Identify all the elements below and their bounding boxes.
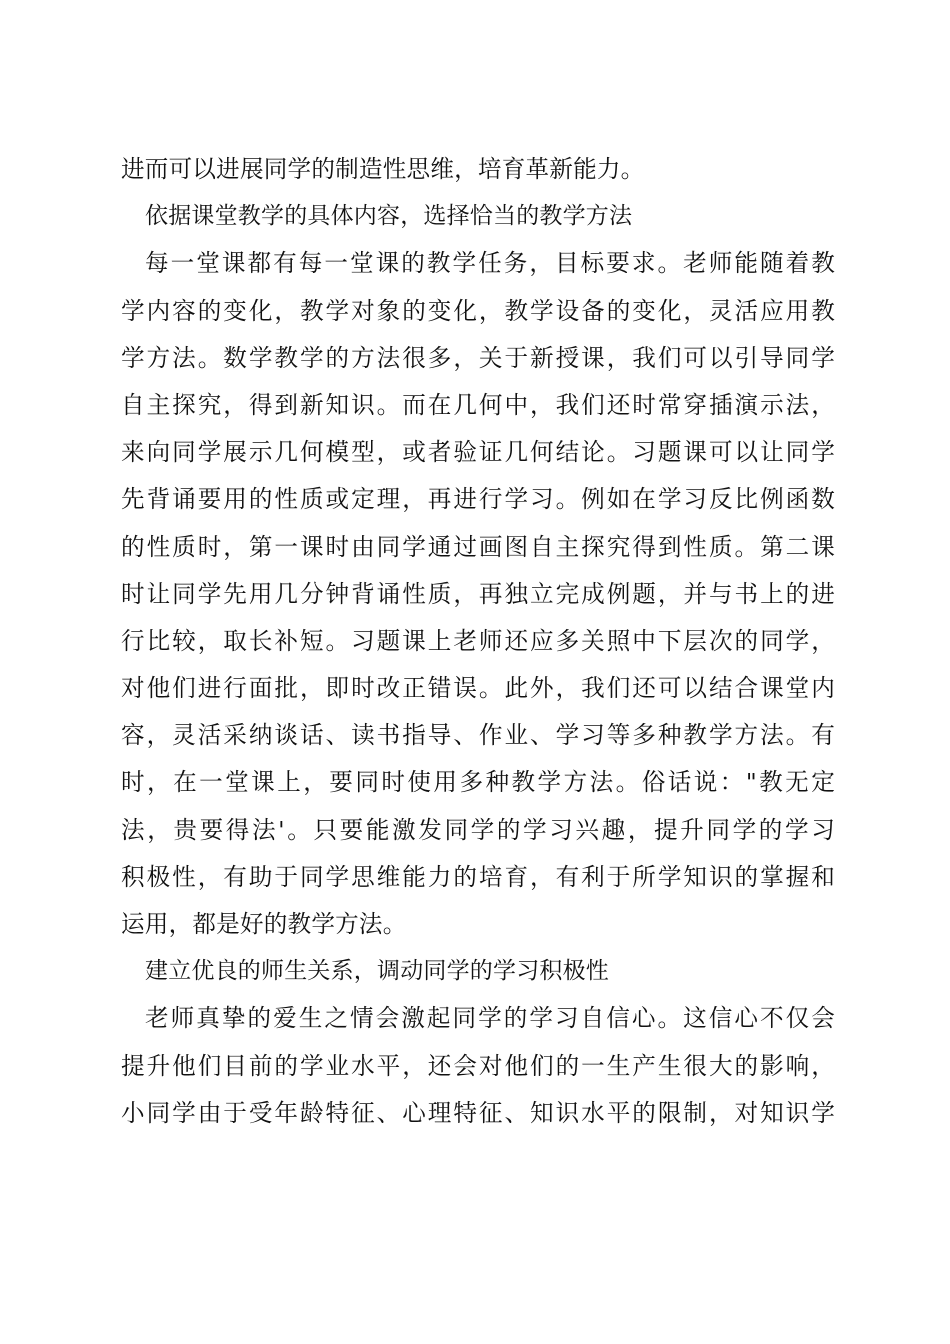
paragraph-line: 时让同学先用几分钟背诵性质，再独立完成例题，并与书上的进 [121, 579, 835, 608]
paragraph-line: 积极性，有助于同学思维能力的培育，有利于所学知识的掌握和 [121, 862, 835, 891]
paragraph-line: 法，贵要得法'。只要能激发同学的学习兴趣，提升同学的学习 [121, 815, 835, 844]
paragraph-line: 先背诵要用的性质或定理，再进行学习。例如在学习反比例函数 [121, 485, 835, 514]
paragraph-line: 的性质时，第一课时由同学通过画图自主探究得到性质。第二课 [121, 532, 835, 561]
paragraph-line: 老师真挚的爱生之情会激起同学的学习自信心。这信心不仅会 [145, 1004, 835, 1033]
paragraph-line: 提升他们目前的学业水平，还会对他们的一生产生很大的影响， [121, 1051, 835, 1080]
paragraph-line: 学内容的变化，教学对象的变化，教学设备的变化，灵活应用教 [121, 296, 835, 325]
paragraph-line: 小同学由于受年龄特征、心理特征、知识水平的限制，对知识学 [121, 1098, 835, 1127]
section-heading: 依据课堂教学的具体内容，选择恰当的教学方法 [145, 203, 633, 230]
paragraph-line: 进而可以进展同学的制造性思维，培育革新能力。 [121, 155, 645, 183]
paragraph-line: 学方法。数学教学的方法很多，关于新授课，我们可以引导同学 [121, 343, 835, 372]
paragraph-line: 来向同学展示几何模型，或者验证几何结论。习题课可以让同学 [121, 438, 835, 467]
paragraph-line: 对他们进行面批，即时改正错误。此外，我们还可以结合课堂内 [121, 674, 835, 703]
paragraph-line: 运用，都是好的教学方法。 [121, 910, 407, 938]
paragraph-line: 每一堂课都有每一堂课的教学任务，目标要求。老师能随着教 [145, 249, 835, 278]
paragraph-line: 自主探究，得到新知识。而在几何中，我们还时常穿插演示法， [121, 390, 835, 419]
section-heading: 建立优良的师生关系，调动同学的学习积极性 [145, 958, 609, 985]
document-body [121, 146, 835, 1137]
paragraph-line: 时，在一堂课上，要同时使用多种教学方法。俗话说："教无定 [121, 768, 835, 797]
paragraph-line: 容，灵活采纳谈话、读书指导、作业、学习等多种教学方法。有 [121, 721, 835, 750]
paragraph-line: 行比较，取长补短。习题课上老师还应多关照中下层次的同学， [121, 626, 835, 655]
